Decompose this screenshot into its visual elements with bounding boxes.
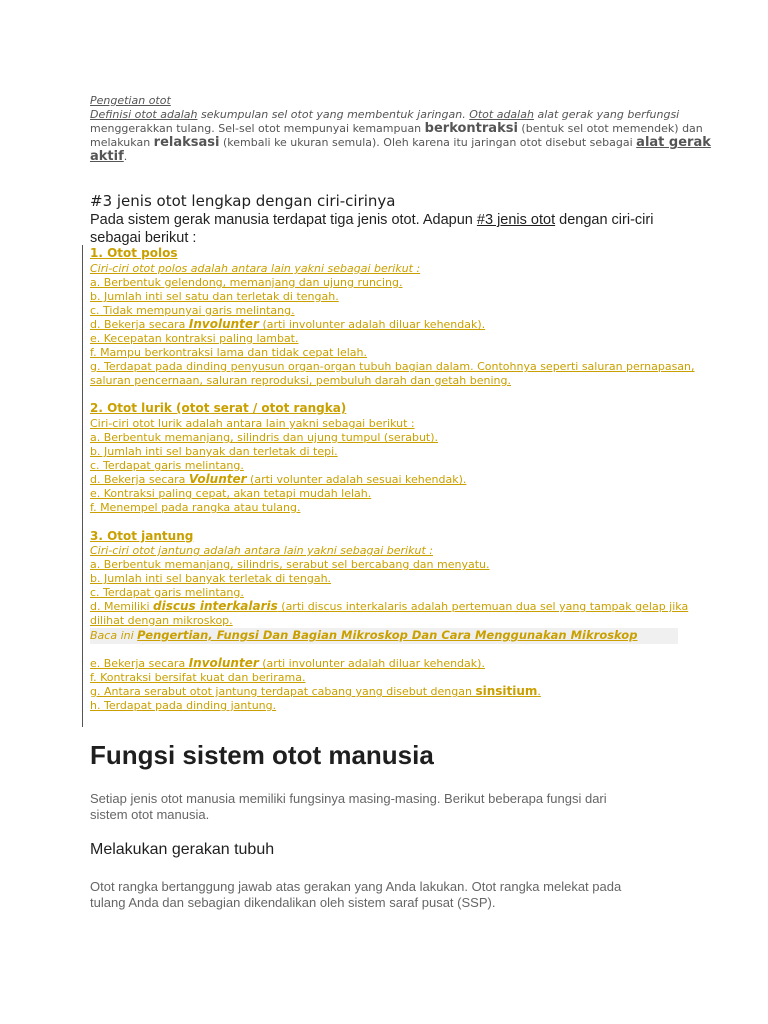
section-heading: #3 jenis otot lengkap dengan ciri-cirinya — [90, 192, 396, 210]
list-item[interactable]: Ciri-ciri otot polos adalah antara lain yakni sebagai berikut : — [90, 262, 421, 275]
baca-ini-line — [90, 629, 637, 642]
list-item-text: (arti volunter adalah sesuai kehendak). — [246, 473, 467, 486]
aktif-link[interactable]: aktif — [90, 149, 124, 164]
otot-jantung-title[interactable]: 3. Otot jantung — [90, 529, 194, 543]
list-item[interactable]: c. Terdapat garis melintang. — [90, 459, 244, 472]
otot-lurik-title[interactable]: 2. Otot lurik (otot serat / otot rangka) — [90, 401, 347, 415]
list-item[interactable]: b. Jumlah inti sel banyak terletak di tengah. — [90, 572, 332, 585]
list-item[interactable]: Ciri-ciri otot lurik adalah antara lain yakni sebagai berikut : — [90, 417, 415, 430]
alat-gerak-link[interactable]: alat gerak — [636, 135, 711, 150]
intro-line-2 — [90, 122, 703, 136]
paragraph-line: Otot rangka bertanggung jawab atas gerakan yang Anda lakukan. Otot rangka melekat pada — [90, 879, 622, 894]
list-item-text: d. Bekerja secara — [90, 473, 189, 486]
list-item[interactable]: Ciri-ciri otot jantung adalah antara lain yakni sebagai berikut : — [90, 544, 433, 557]
list-item[interactable] — [90, 600, 688, 613]
list-item-text: (arti discus interkalaris adalah pertemuan dua sel yang tampak gelap jika — [277, 600, 689, 613]
list-item-text: d. Memiliki — [90, 600, 154, 613]
list-item-text: . — [537, 685, 541, 698]
intro-line-1 — [90, 108, 679, 122]
list-item[interactable] — [90, 318, 485, 331]
otot-adalah-link[interactable]: Otot adalah — [469, 108, 534, 121]
list-item[interactable]: f. Kontraksi bersifat kuat dan berirama. — [90, 671, 306, 684]
subheading-wrap — [90, 841, 274, 859]
intro-text: menggerakkan tulang. Sel-sel otot mempunyai kemampuan — [90, 122, 425, 135]
list-item[interactable] — [90, 685, 541, 698]
intro-line-3 — [90, 136, 711, 150]
list-item-text: (arti involunter adalah diluar kehendak). — [258, 318, 486, 331]
intro-text: melakukan — [90, 136, 154, 149]
list-item[interactable]: b. Jumlah inti sel satu dan terletak di tengah. — [90, 290, 339, 303]
list-item[interactable]: f. Menempel pada rangka atau tulang. — [90, 501, 301, 514]
gerakan-tubuh-subtitle: Melakukan gerakan tubuh — [90, 841, 275, 858]
list-item-text: (arti involunter adalah diluar kehendak). — [258, 657, 485, 670]
paragraph-line: sistem otot manusia. — [90, 807, 210, 822]
fungsi-title-wrap — [90, 740, 434, 771]
list-item[interactable]: a. Berbentuk gelendong, memanjang dan ujung runcing. — [90, 276, 403, 289]
intro-text: alat gerak yang berfungsi — [533, 108, 680, 121]
mikroskop-article-link[interactable]: Pengertian, Fungsi Dan Bagian Mikroskop Dan Cara Menggunakan Mikroskop — [137, 628, 638, 642]
list-item[interactable]: c. Terdapat garis melintang. — [90, 586, 244, 599]
list-item-text: g. Antara serabut otot jantung terdapat cabang yang disebut dengan — [90, 685, 476, 698]
list-item[interactable]: g. Terdapat pada dinding penyusun organ-organ tubuh bagian dalam. Contohnya seperti saluran pernapasan, — [90, 360, 695, 373]
list-item[interactable]: dilihat dengan mikroskop. — [90, 614, 233, 627]
section-paragraph-line-1 — [90, 212, 653, 228]
list-item[interactable]: h. Terdapat pada dinding jantung. — [90, 699, 277, 712]
section-text: dengan ciri-ciri — [555, 212, 654, 228]
list-item[interactable]: c. Tidak mempunyai garis melintang. — [90, 304, 295, 317]
paragraph-line: tulang Anda dan sebagian dikendalikan oleh sistem saraf pusat (SSP). — [90, 895, 496, 910]
list-item[interactable] — [90, 657, 485, 670]
intro-text: sekumpulan sel otot yang membentuk jaringan. — [197, 108, 470, 121]
definisi-link[interactable]: Definisi otot adalah — [90, 108, 198, 121]
baca-ini-label: Baca ini — [90, 629, 138, 642]
intro-heading: Pengetian otot — [90, 94, 171, 107]
intro-line-4 — [90, 150, 127, 164]
paragraph-line: Setiap jenis otot manusia memiliki fungsinya masing-masing. Berikut beberapa fungsi dari — [90, 791, 607, 806]
intro-text: (bentuk sel otot memendek) dan — [517, 122, 703, 135]
fungsi-title: Fungsi sistem otot manusia — [90, 740, 434, 770]
left-margin-bar — [82, 245, 83, 727]
list-item[interactable]: e. Kecepatan kontraksi paling lambat. — [90, 332, 299, 345]
intro-text: (kembali ke ukuran semula). Oleh karena itu jaringan otot disebut sebagai — [219, 136, 637, 149]
jenis-otot-link[interactable]: #3 jenis otot — [476, 212, 556, 228]
list-item[interactable] — [90, 473, 466, 486]
keyword-berkontraksi: berkontraksi — [424, 121, 518, 136]
fungsi-paragraph — [90, 791, 680, 823]
keyword-discus-interkalaris: discus interkalaris — [153, 599, 278, 613]
list-item-text: d. Bekerja secara — [90, 318, 189, 331]
section-text: Pada sistem gerak manusia terdapat tiga jenis otot. Adapun — [90, 212, 477, 228]
keyword-involunter: Involunter — [188, 656, 259, 670]
keyword-relaksasi: relaksasi — [153, 135, 220, 150]
list-item[interactable]: a. Berbentuk memanjang, silindris, serabut sel bercabang dan menyatu. — [90, 558, 490, 571]
list-item[interactable]: saluran pencernaan, saluran reproduksi, pembuluh darah dan getah bening. — [90, 374, 511, 387]
list-item[interactable]: a. Berbentuk memanjang, silindris dan ujung tumpul (serabut). — [90, 431, 439, 444]
otot-polos-title[interactable]: 1. Otot polos — [90, 246, 178, 260]
intro-text: . — [123, 150, 128, 163]
list-item[interactable]: e. Kontraksi paling cepat, akan tetapi mudah lelah. — [90, 487, 372, 500]
list-item[interactable]: b. Jumlah inti sel banyak dan terletak di tepi. — [90, 445, 338, 458]
gerakan-paragraph — [90, 879, 680, 911]
list-item[interactable]: f. Mampu berkontraksi lama dan tidak cepat lelah. — [90, 346, 367, 359]
section-paragraph-line-2: sebagai berikut : — [90, 230, 197, 246]
keyword-volunter: Volunter — [188, 472, 247, 486]
keyword-sinsitium: sinsitium — [475, 684, 538, 698]
list-item-text: e. Bekerja secara — [90, 657, 189, 670]
keyword-involunter: Involunter — [188, 317, 259, 331]
